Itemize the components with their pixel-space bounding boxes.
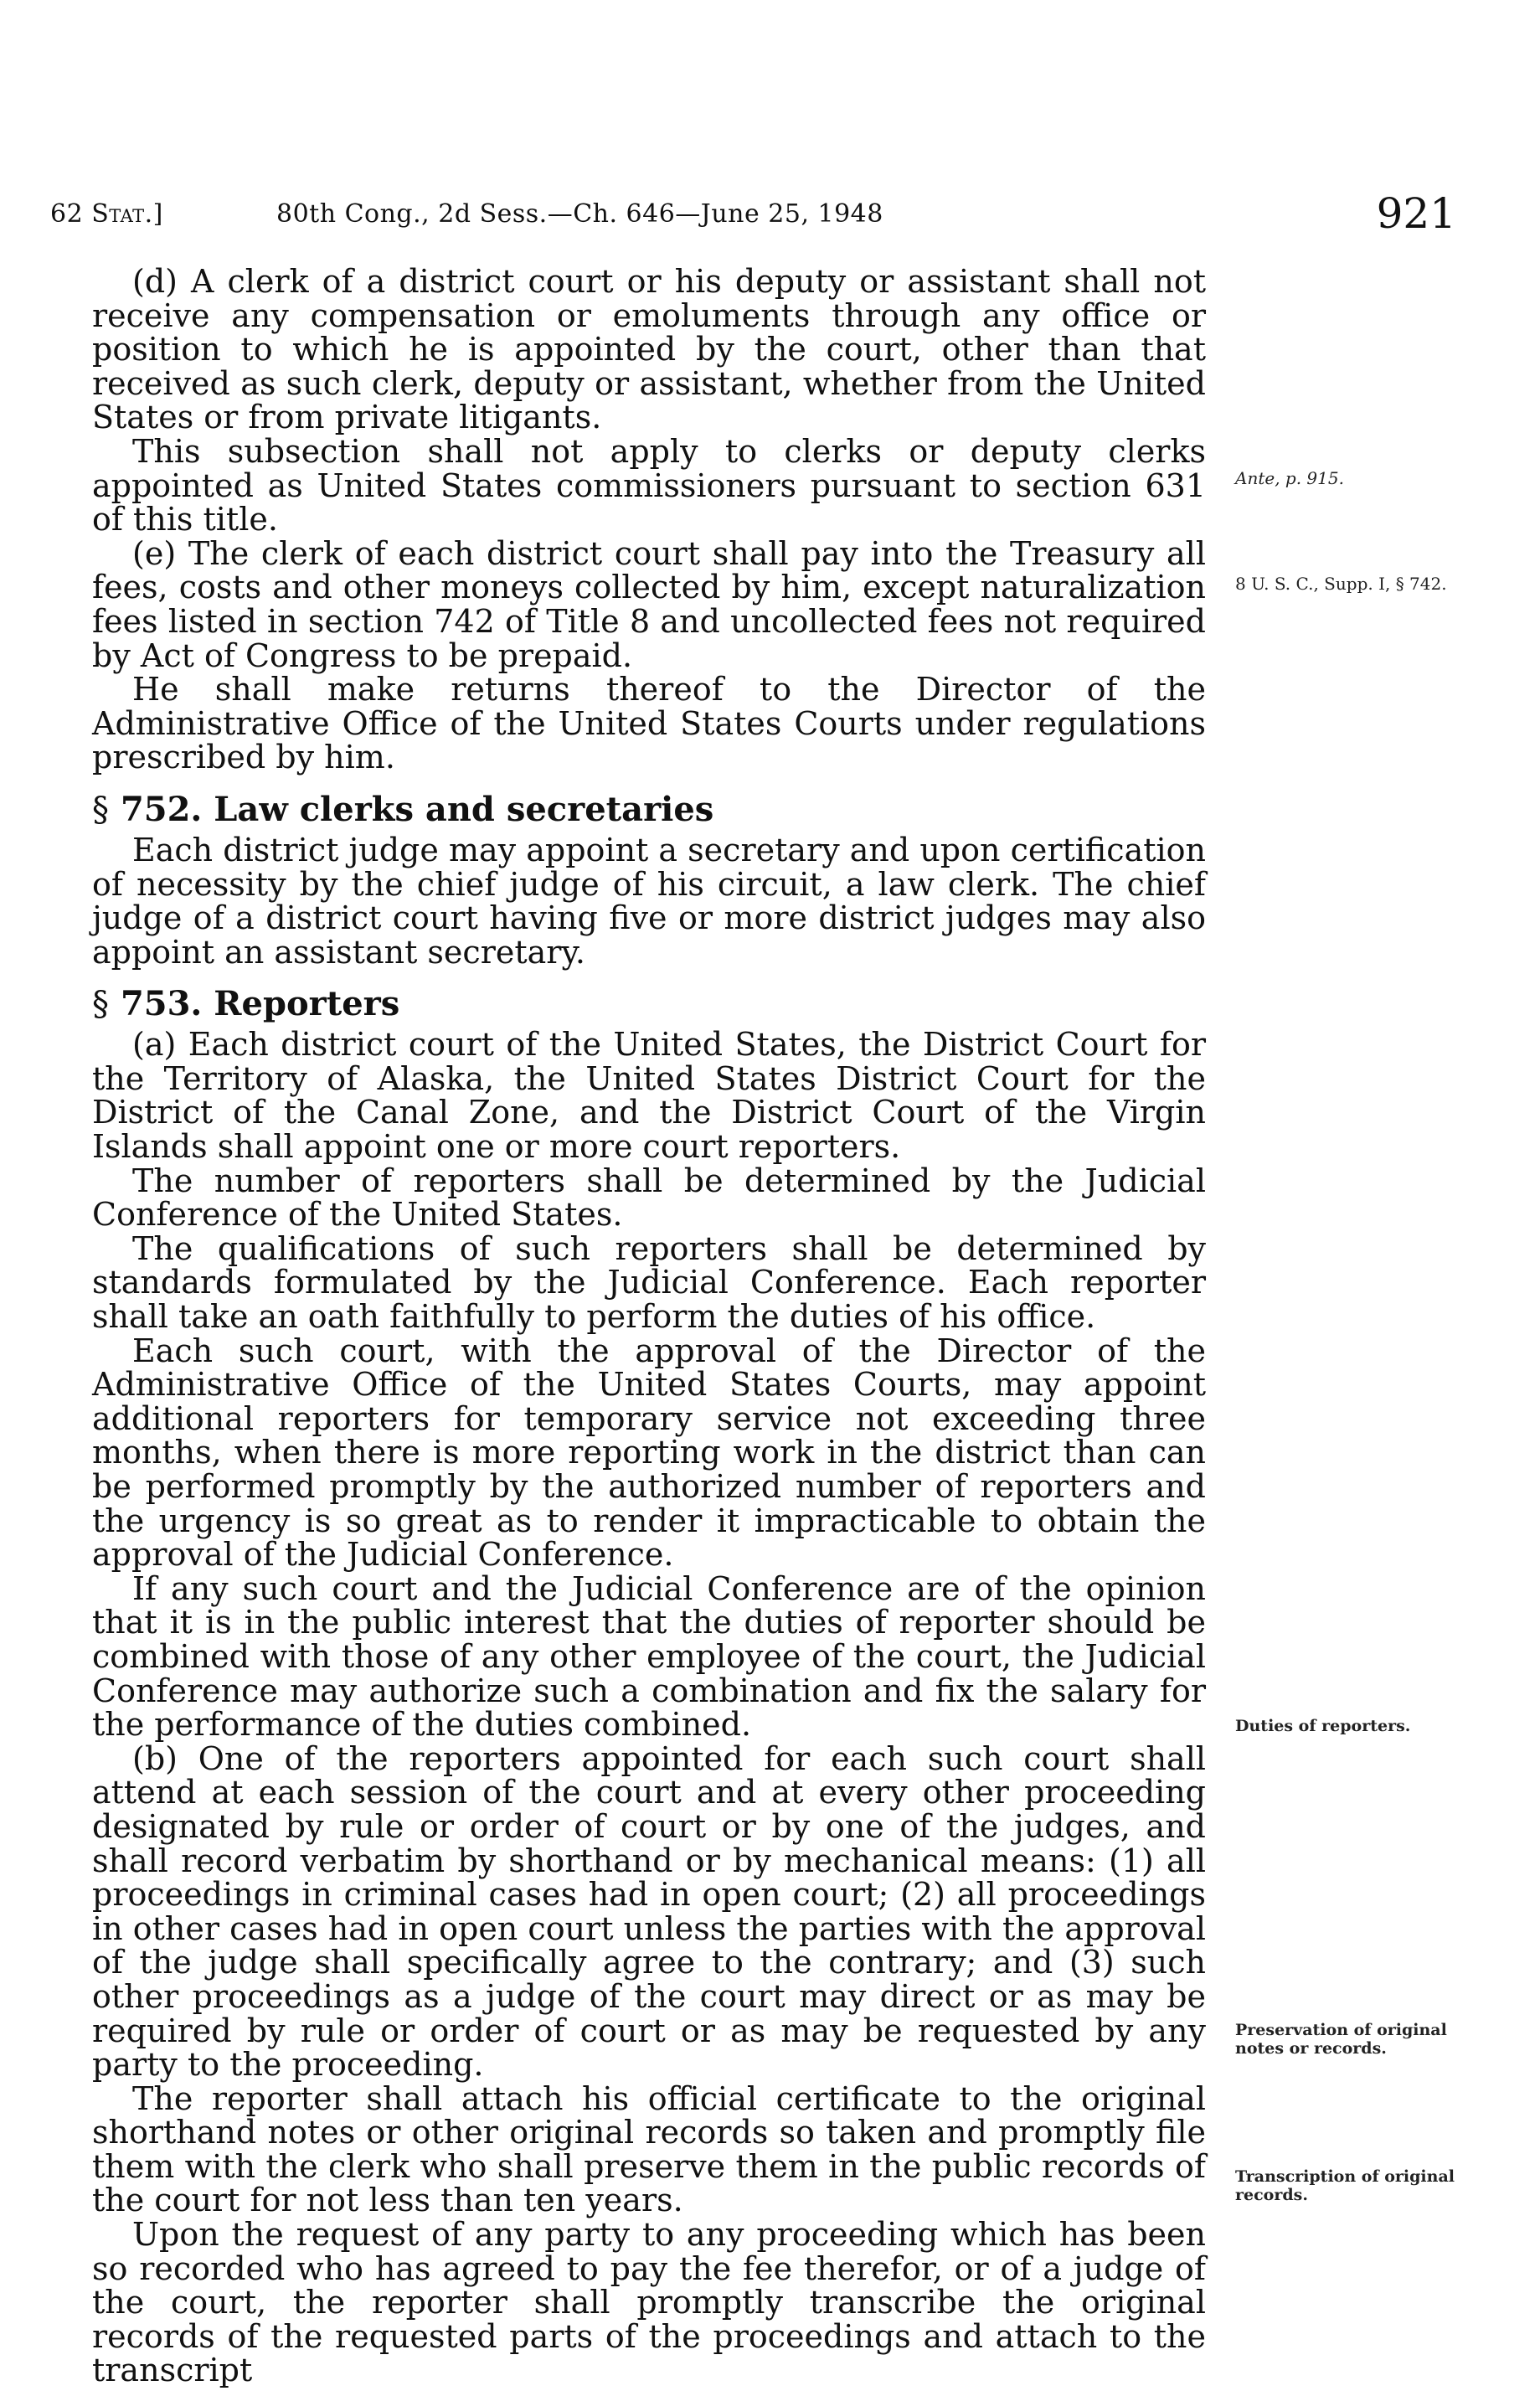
section-title: Reporters xyxy=(214,984,400,1024)
body-text xyxy=(92,265,1206,2388)
paragraph-transcription-request: Upon the request of any party to any proceeding which has been so recorded who has agreed to pay the fee therefor, or of a judge of the court, the reporter shall promptly transcribe the original records of the requested parts of the proceedings and attach to the transcript xyxy=(92,2216,1206,2389)
paragraph-combined-duties: If any such court and the Judicial Conference are of the opinion that it is in the public interest that the duties of reporter should be combined with those of any other employee of the court, the Judicial Conference may authorize such a combination and fix the salary for the performance of the duties combined. xyxy=(92,1569,1206,1744)
paragraph-d-compensation: (d) A clerk of a district court or his deputy or assistant shall not receive any compensation or emoluments through any office or position to which he is appointed by the court, other than that received as such clerk, deputy or assistant, whether from the United States or from private litigants. xyxy=(92,263,1206,436)
statute-reference: 62 Stat.] xyxy=(50,199,163,229)
paragraph-b-attendance: (b) One of the reporters appointed for each such court shall attend at each session of the court and at every other proceeding designated by rule or order of court or by one of the judges, and shall record verbatim by shorthand or by mechanical means: (1) all proceedings in criminal cases had in open court; (2) all proceedings in other cases had in open court unless the parties with the approval of the judge shall specifically agree to the contrary; and (3) such other proceedings as a judge of the court may direct or as may be required by rule or order of court or as may be requested by any party to the proceeding. xyxy=(92,1739,1206,2084)
paragraph-number-of-reporters: The number of reporters shall be determined by the Judicial Conference of the United States. xyxy=(92,1162,1206,1234)
paragraph-returns: He shall make returns thereof to the Director of the Administrative Office of the United States Courts under regulations prescribed by him. xyxy=(92,671,1206,776)
margin-note-transcription: Transcription of original records. xyxy=(1235,2167,1455,2204)
margin-note-preservation: Preservation of original notes or records. xyxy=(1235,2021,1447,2058)
section-symbol: § xyxy=(92,985,109,1024)
paragraph-qualifications: The qualifications of such reporters shall be determined by standards formulated by the Judicial Conference. Each reporter shall take an oath faithfully to perform the duties of his office. xyxy=(92,1229,1206,1336)
section-symbol: § xyxy=(92,790,109,829)
section-753-heading xyxy=(92,984,1206,1024)
paragraph-certificate: The reporter shall attach his official certificate to the original shorthand notes or other original records so taken and promptly file them with the clerk who shall preserve them in the public records of the court for not less than ten years. xyxy=(92,2079,1206,2219)
section-number: 753. xyxy=(120,984,203,1024)
section-number: 752. xyxy=(120,789,203,829)
paragraph-law-clerks: Each district judge may appoint a secretary and upon certification of necessity by the chief judge of his circuit, a law clerk. The chief judge of a district court having five or more district judges may also appoint an assistant secretary. xyxy=(92,831,1206,971)
section-752-heading xyxy=(92,790,1206,830)
page-header xyxy=(0,191,1540,250)
session-chapter-date: 80th Cong., 2d Sess.—Ch. 646—June 25, 1948 xyxy=(276,199,883,229)
margin-note-duties: Duties of reporters. xyxy=(1235,1717,1411,1735)
paragraph-e-treasury: (e) The clerk of each district court shall pay into the Treasury all fees, costs and other moneys collected by him, except naturalization fees listed in section 742 of Title 8 and uncollected fees not required by Act of Congress to be prepaid. xyxy=(92,534,1206,674)
paragraph-a-appoint-reporters: (a) Each district court of the United States, the District Court for the Territory of Alaska, the United States District Court for the District of the Canal Zone, and the District Court of the Virgin Islands shall appoint one or more court reporters. xyxy=(92,1026,1206,1166)
paragraph-temporary-reporters: Each such court, with the approval of the Director of the Administrative Office of the United States Courts, may appoint additional reporters for temporary service not exceeding three months, when there is more reporting work in the district than can be performed promptly by the authorized number of reporters and the urgency is so great as to render it impracticable to obtain the approval of the Judicial Conference. xyxy=(92,1332,1206,1574)
page-number: 921 xyxy=(1376,189,1456,238)
margin-note-ante: Ante, p. 915. xyxy=(1235,468,1344,488)
margin-note-usc: 8 U. S. C., Supp. I, § 742. xyxy=(1235,574,1447,594)
section-title: Law clerks and secretaries xyxy=(214,789,714,829)
paragraph-commissioners-exception: This subsection shall not apply to clerks or deputy clerks appointed as United States commissioners pursuant to section 631 of this title. xyxy=(92,432,1206,538)
